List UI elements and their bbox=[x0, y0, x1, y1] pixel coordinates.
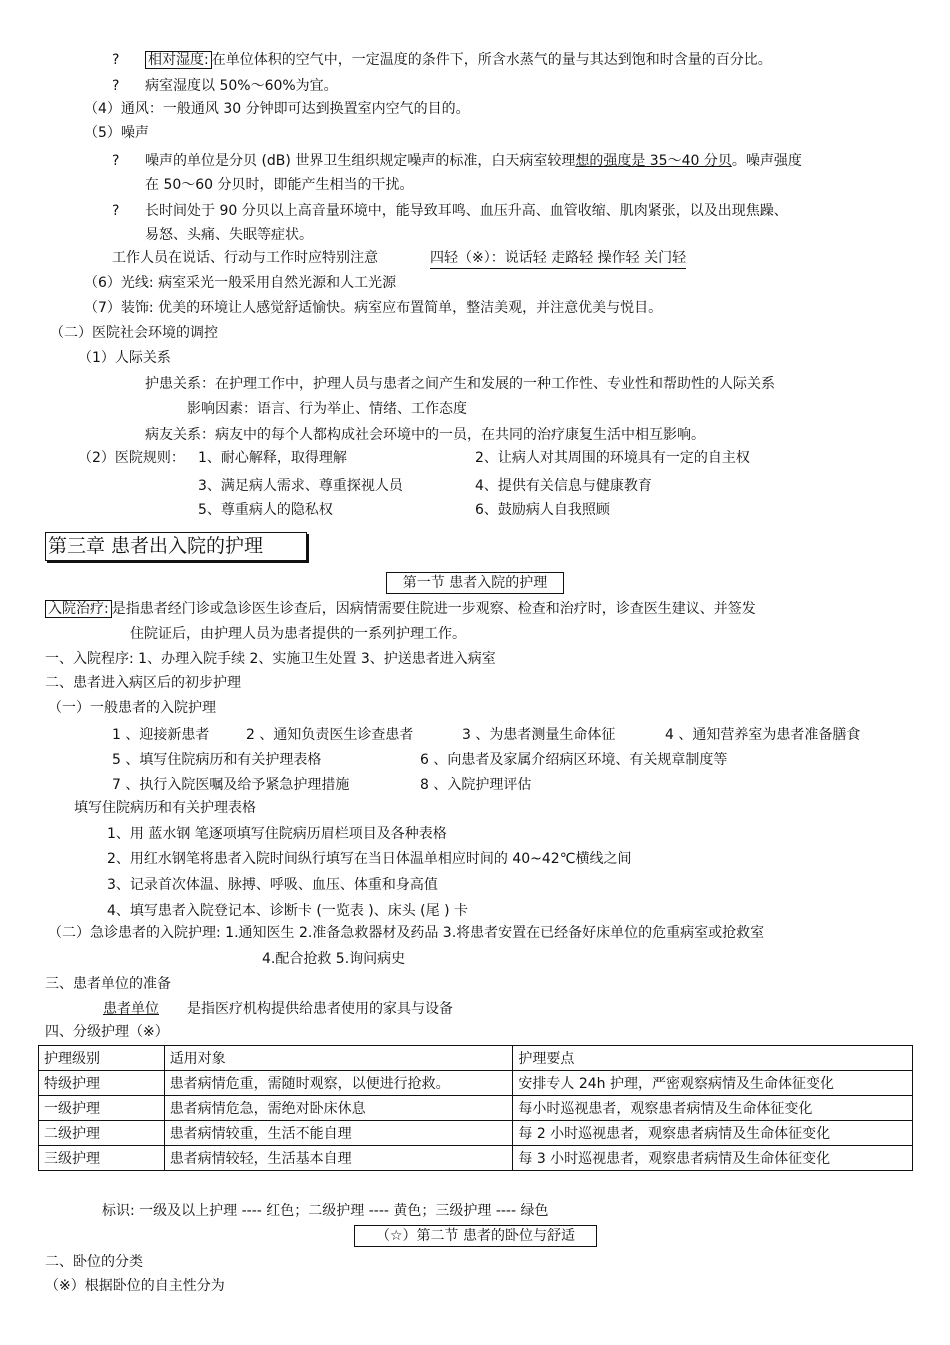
grade-color-marks: 标识: 一级及以上护理 ---- 红色；二级护理 ---- 黄色；三级护理 ---- 绿色 bbox=[102, 1203, 549, 1219]
term-patient-unit: 患者单位 bbox=[103, 1001, 159, 1017]
noise-standard-ideal: 想的强度是 35～40 分贝 bbox=[575, 153, 732, 169]
humidity-definition-text: 在单位体积的空气中，一定温度的条件下，所含水蒸气的量与其达到饱和时含量的百分比。 bbox=[211, 52, 772, 68]
table-cell: 患者病情危重，需随时观察，以便进行抢救。 bbox=[164, 1071, 513, 1096]
table-cell: 安排专人 24h 护理，严密观察病情及生命体征变化 bbox=[513, 1071, 913, 1096]
table-row bbox=[39, 1121, 913, 1146]
bullet-marker: ? bbox=[112, 78, 120, 94]
ventilation-line: （4）通风：一般通风 30 分钟即可达到换置室内空气的目的。 bbox=[84, 101, 470, 117]
section-title-admission: 第一节 患者入院的护理 bbox=[386, 572, 564, 594]
general-step: 7 、执行入院医嘱及给予紧急护理措施 bbox=[112, 777, 350, 793]
table-cell: 特级护理 bbox=[39, 1071, 165, 1096]
table-header-cell: 护理级别 bbox=[39, 1046, 165, 1071]
rule-item: 3、满足病人需求、尊重探视人员 bbox=[198, 478, 403, 494]
general-admission-heading: （一）一般患者的入院护理 bbox=[48, 700, 216, 716]
patient-unit-definition bbox=[103, 1000, 453, 1018]
table-cell: 二级护理 bbox=[39, 1121, 165, 1146]
general-step: 4 、通知营养室为患者准备膳食 bbox=[665, 727, 861, 743]
records-item: 2、用红水钢笔将患者入院时间纵行填写在当日体温单相应时间的 40~42℃横线之间 bbox=[107, 851, 632, 867]
light-line: （6）光线: 病室采光一般采用自然光源和人工光源 bbox=[84, 275, 397, 291]
general-step: 2 、通知负责医生诊查患者 bbox=[246, 727, 414, 743]
noise-effects: 长时间处于 90 分贝以上高音量环境中，能导致耳鸣、血压升高、血管收缩、肌肉紧张，以及出现焦躁、 bbox=[145, 203, 788, 219]
general-step: 5 、填写住院病历和有关护理表格 bbox=[112, 752, 322, 768]
section-title-positions: （☆）第二节 患者的卧位与舒适 bbox=[354, 1225, 597, 1247]
records-heading: 填写住院病历和有关护理表格 bbox=[74, 800, 256, 816]
table-cell: 一级护理 bbox=[39, 1096, 165, 1121]
admission-definition-line2: 住院证后，由护理人员为患者提供的一系列护理工作。 bbox=[130, 626, 466, 642]
table-cell: 每 2 小时巡视患者，观察患者病情及生命体征变化 bbox=[513, 1121, 913, 1146]
patient-peer-relation: 病友关系：病友中的每个人都构成社会环境中的一员，在共同的治疗康复生活中相互影响。 bbox=[145, 427, 705, 443]
emergency-admission: （二）急诊患者的入院护理: 1.通知医生 2.准备急救器材及药品 3.将患者安置在已经备好床单位的危重病室或抢救室 bbox=[48, 925, 765, 941]
grade-care-heading: 四、分级护理（※） bbox=[45, 1024, 169, 1040]
noise-effects-line2: 易怒、头痛、失眠等症状。 bbox=[145, 227, 313, 243]
noise-standard-line2: 在 50～60 分贝时，即能产生相当的干扰。 bbox=[145, 177, 414, 193]
table-cell: 患者病情较轻，生活基本自理 bbox=[164, 1146, 513, 1171]
table-header-row bbox=[39, 1046, 913, 1071]
initial-care-heading: 二、患者进入病区后的初步护理 bbox=[45, 675, 241, 691]
table-row bbox=[39, 1071, 913, 1096]
rule-item: 4、提供有关信息与健康教育 bbox=[475, 478, 652, 494]
decor-line: （7）装饰: 优美的环境让人感觉舒适愉快。病室应布置简单，整洁美观，并注意优美与悦目。 bbox=[84, 300, 663, 316]
table-header-cell: 适用对象 bbox=[164, 1046, 513, 1071]
bullet-marker: ? bbox=[112, 203, 120, 219]
influence-factors: 影响因素：语言、行为举止、情绪、工作态度 bbox=[187, 401, 467, 417]
table-cell: 患者病情较重，生活不能自理 bbox=[164, 1121, 513, 1146]
general-step: 3 、为患者测量生命体征 bbox=[462, 727, 616, 743]
rule-item: 1、耐心解释，取得理解 bbox=[198, 450, 347, 466]
noise-standard-a: 噪声的单位是分贝 (dB) 世界卫生组织规定噪声的标准，白天病室较理 bbox=[145, 153, 576, 169]
four-light-rule: 四轻（※）：说话轻 走路轻 操作轻 关门轻 bbox=[430, 249, 686, 269]
noise-heading: （5）噪声 bbox=[84, 125, 149, 141]
nurse-patient-relation: 护患关系：在护理工作中，护理人员与患者之间产生和发展的一种工作性、专业性和帮助性的人际关系 bbox=[145, 376, 775, 392]
table-cell: 三级护理 bbox=[39, 1146, 165, 1171]
admission-procedure: 一、入院程序: 1、办理入院手续 2、实施卫生处置 3、护送患者进入病室 bbox=[45, 651, 496, 667]
emergency-admission-line2: 4.配合抢救 5.询问病史 bbox=[262, 951, 406, 967]
table-cell: 每 3 小时巡视患者，观察患者病情及生命体征变化 bbox=[513, 1146, 913, 1171]
table-cell: 患者病情危急，需绝对卧床休息 bbox=[164, 1096, 513, 1121]
table-header-cell: 护理要点 bbox=[513, 1046, 913, 1071]
patient-unit-text: 是指医疗机构提供给患者使用的家具与设备 bbox=[187, 1001, 453, 1017]
noise-standard bbox=[145, 152, 802, 170]
admission-definition-text: 是指患者经门诊或急诊医生诊查后，因病情需要住院进一步观察、检查和治疗时，诊查医生建议、并签发 bbox=[111, 601, 756, 617]
term-admission: 入院治疗: bbox=[45, 600, 112, 618]
term-relative-humidity: 相对湿度: bbox=[145, 51, 212, 69]
humidity-definition bbox=[145, 51, 772, 69]
general-step: 6 、向患者及家属介绍病区环境、有关规章制度等 bbox=[420, 752, 728, 768]
rule-item: 2、让病人对其周围的环境具有一定的自主权 bbox=[475, 450, 750, 466]
records-item: 4、填写患者入院登记本、诊断卡 (一览表 )、床头 (尾 ) 卡 bbox=[107, 903, 469, 919]
social-env-heading: （二）医院社会环境的调控 bbox=[50, 325, 218, 341]
chapter-title: 第三章 患者出入院的护理 bbox=[45, 532, 307, 561]
relations-heading: （1）人际关系 bbox=[78, 350, 171, 366]
rule-item: 6、鼓励病人自我照顾 bbox=[475, 502, 610, 518]
records-item: 3、记录首次体温、脉搏、呼吸、血压、体重和身高值 bbox=[107, 877, 438, 893]
admission-definition bbox=[45, 600, 756, 618]
table-cell: 每小时巡视患者，观察患者病情及生命体征变化 bbox=[513, 1096, 913, 1121]
bullet-marker: ? bbox=[112, 153, 120, 169]
staff-note: 工作人员在说话、行动与工作时应特别注意 bbox=[112, 250, 378, 266]
noise-standard-c: 。噪声强度 bbox=[731, 153, 802, 169]
grade-care-table bbox=[38, 1045, 913, 1171]
patient-unit-heading: 三、患者单位的准备 bbox=[45, 976, 171, 992]
table-row bbox=[39, 1146, 913, 1171]
general-step: 1 、迎接新患者 bbox=[112, 727, 210, 743]
rule-item: 5、尊重病人的隐私权 bbox=[198, 502, 333, 518]
general-step: 8 、入院护理评估 bbox=[420, 777, 532, 793]
rules-heading: （2）医院规则： bbox=[78, 450, 185, 466]
bullet-marker: ? bbox=[112, 52, 120, 68]
table-row bbox=[39, 1096, 913, 1121]
ward-humidity: 病室湿度以 50%～60%为宜。 bbox=[145, 78, 338, 94]
records-item: 1、用 蓝水钢 笔逐项填写住院病历眉栏项目及各种表格 bbox=[107, 826, 447, 842]
position-subheading: （※）根据卧位的自主性分为 bbox=[45, 1278, 225, 1294]
position-class-heading: 二、卧位的分类 bbox=[45, 1254, 143, 1270]
